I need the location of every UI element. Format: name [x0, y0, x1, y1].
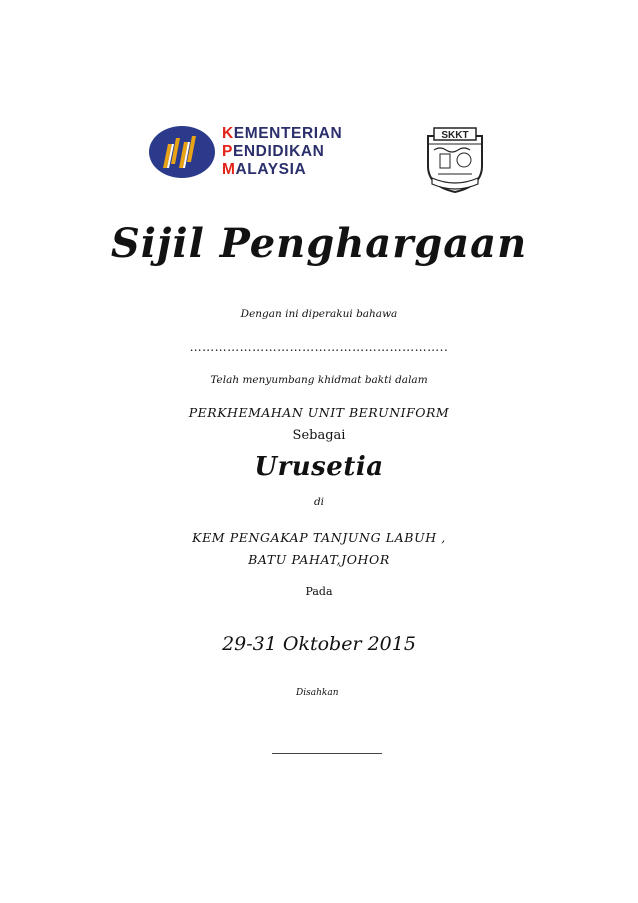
- role-title: Urusetia: [254, 452, 384, 482]
- recipient-name-placeholder: ……………………………………………………..: [189, 340, 449, 354]
- intro-text: Dengan ini diperakui bahawa: [240, 308, 398, 320]
- at-label: di: [313, 496, 325, 508]
- ministry-name-line-1: KEMENTERIAN: [222, 125, 343, 142]
- ministry-logo: [148, 124, 380, 180]
- as-label: Sebagai: [292, 428, 346, 443]
- ministry-name-line-3-rest: ALAYSIA: [235, 161, 307, 178]
- ministry-name-line-3: MALAYSIA: [222, 161, 307, 178]
- school-crest: [420, 126, 490, 196]
- school-crest-icon: [420, 126, 490, 196]
- service-text: Telah menyumbang khidmat bakti dalam: [210, 374, 428, 386]
- ministry-emblem-icon: [148, 124, 216, 180]
- ministry-name-line-2-rest: ENDIDIKAN: [232, 143, 325, 160]
- event-name: PERKHEMAHAN UNIT BERUNIFORM: [188, 405, 450, 420]
- venue-line-1: KEM PENGAKAP TANJUNG LABUH ,: [192, 530, 446, 545]
- ministry-name-line-2: PENDIDIKAN: [222, 143, 325, 160]
- ministry-name-line-1-rest: EMENTERIAN: [233, 125, 343, 142]
- certificate-title: Sijil Penghargaan: [110, 220, 528, 267]
- signature-line: [272, 753, 382, 754]
- school-crest-badge-text: SKKT: [441, 130, 469, 141]
- verified-label: Disahkan: [296, 688, 339, 698]
- on-label: Pada: [305, 585, 333, 598]
- event-date: 29-31 Oktober 2015: [222, 633, 416, 655]
- venue-line-2: BATU PAHAT,JOHOR: [248, 552, 390, 567]
